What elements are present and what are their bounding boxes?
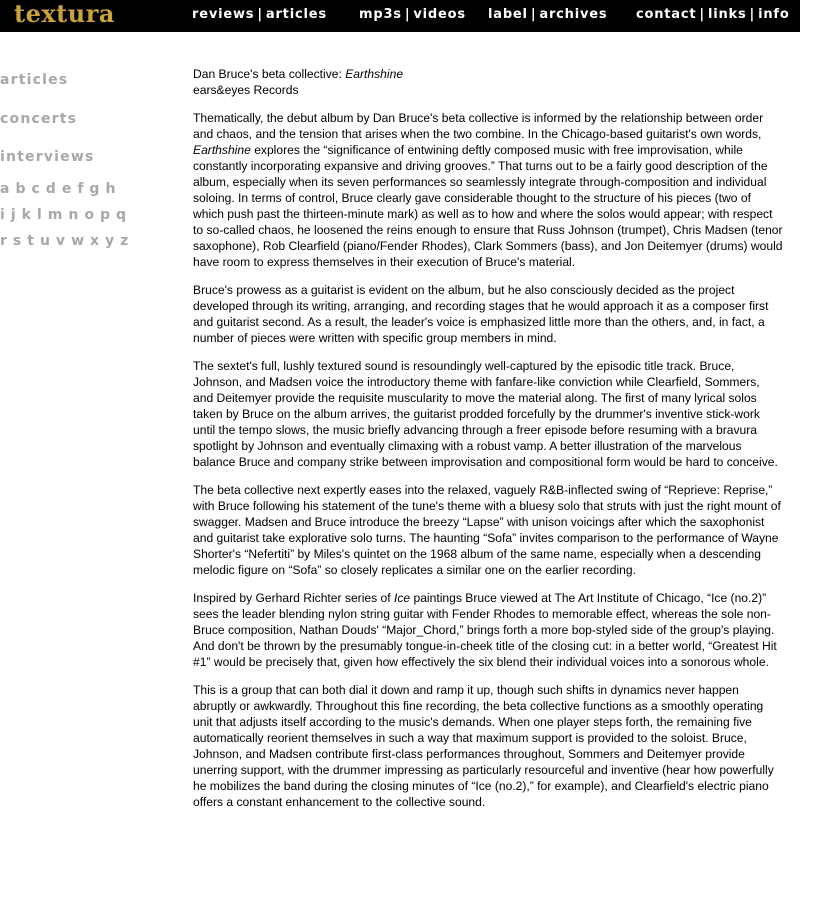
alpha-link[interactable]: k: [21, 207, 31, 223]
alpha-link[interactable]: q: [115, 207, 126, 223]
alpha-link[interactable]: g: [89, 181, 100, 197]
italic-title: Ice: [393, 591, 411, 605]
alpha-link[interactable]: c: [31, 181, 40, 197]
nav-link-label[interactable]: label: [488, 7, 528, 22]
record-label: ears&eyes Records: [193, 83, 299, 97]
review-paragraph: [193, 682, 783, 810]
review-paragraph: [193, 110, 783, 270]
sidebar-link-concerts[interactable]: concerts: [0, 111, 78, 127]
nav-separator: |: [530, 7, 537, 22]
nav-separator: |: [404, 7, 411, 22]
sidebar-link-articles[interactable]: articles: [0, 72, 69, 88]
artist-name: Dan Bruce's beta collective:: [193, 67, 342, 81]
review-content: [193, 66, 783, 822]
nav-link-contact[interactable]: contact: [636, 7, 697, 22]
alphabet-index-row: [0, 205, 132, 225]
alpha-link[interactable]: m: [47, 207, 63, 223]
nav-link-archives[interactable]: archives: [539, 7, 608, 22]
text-segment: This is a group that can both dial it down and ramp it up, though such shifts in dynamics never happen abruptly or awkwardly. Throughout this fine recording, the beta collective functions as a smoothly operating unit that adjusts itself according to the music's demands. When one player steps forth, the remaining five automatically reorient themselves in such a way that maximum support is provided to the soloist. Bruce, Johnson, and Madsen contribute first-class performances throughout, Sommers and Deitemyer provide unerring support, with the drummer impressing as particularly resourceful and inventive (hear how powerfully he mobilizes the band during the closing minutes of “Ice (no.2),” for example), and Clearfield's electric piano offers a constant enhancement to the collective sound.: [193, 683, 774, 809]
alpha-link[interactable]: f: [77, 181, 84, 197]
alpha-link[interactable]: d: [45, 181, 56, 197]
alpha-link[interactable]: o: [84, 207, 94, 223]
review-paragraph: [193, 358, 783, 470]
nav-link-articles[interactable]: articles: [265, 7, 327, 22]
top-nav-bar: [0, 0, 800, 32]
nav-link-info[interactable]: info: [758, 7, 790, 22]
review-paragraph: [193, 482, 783, 578]
text-segment: Inspired by Gerhard Richter series of: [193, 591, 394, 605]
alpha-link[interactable]: i: [0, 207, 5, 223]
alpha-link[interactable]: e: [61, 181, 72, 197]
alphabet-index-row: [0, 179, 121, 199]
alphabet-index-row: [0, 231, 134, 251]
alpha-link[interactable]: w: [71, 233, 84, 249]
nav-separator: |: [257, 7, 263, 22]
alpha-link[interactable]: n: [68, 207, 79, 223]
review-header: [193, 66, 783, 98]
nav-link-reviews[interactable]: reviews: [192, 7, 255, 22]
nav-separator: |: [749, 7, 756, 22]
nav-link-mp3s[interactable]: mp3s: [359, 7, 402, 22]
nav-separator: |: [699, 7, 705, 22]
alpha-link[interactable]: b: [15, 181, 26, 197]
album-title: Earthshine: [345, 67, 404, 81]
alpha-link[interactable]: r: [0, 233, 7, 249]
alpha-link[interactable]: h: [105, 181, 116, 197]
alpha-link[interactable]: l: [36, 207, 42, 223]
review-body: [193, 110, 783, 810]
text-segment: Bruce's prowess as a guitarist is evident on the album, but he also consciously decided as the project developed through its writing, arranging, and recording stages that he would approach it as a composer first and guitarist second. As a result, the leader's voice is emphasized little more than the others, and, in fact, a number of pieces were written with specific group members in mind.: [193, 283, 769, 345]
nav-group-contact-links-info: [636, 7, 790, 23]
text-segment: The beta collective next expertly eases into the relaxed, vaguely R&B-inflected swing of “Reprieve: Reprise,” with Bruce following his statement of the tune's theme with a bluesy solo that struts with just the right mount of swagger. Madsen and Bruce introduce the breezy “Lapse” with unison voicings after which the saxophonist and guitarist take explorative solo turns. The haunting “Sofa” invites comparison to the performance of Wayne Shorter's “Nefertiti” by Miles's quintet on the 1968 album of the same name, especially when a descending melodic figure on “Sofa” so closely replicates a similar one on the earlier recording.: [193, 483, 781, 577]
review-paragraph: [193, 282, 783, 346]
alpha-link[interactable]: z: [120, 233, 129, 249]
nav-link-links[interactable]: links: [707, 7, 747, 22]
review-title: [193, 66, 783, 82]
nav-group-mp3s-videos: [359, 7, 466, 23]
nav-group-reviews-articles: [192, 7, 327, 23]
alpha-link[interactable]: v: [55, 233, 66, 249]
alpha-link[interactable]: x: [90, 233, 100, 249]
alpha-link[interactable]: y: [105, 233, 115, 249]
text-segment: The sextet's full, lushly textured sound is resoundingly well-captured by the episodic title track. Bruce, Johnson, and Madsen voice the introductory theme with fanfare-like conviction while Clearfield, Sommers, and Deitemyer provide the requisite muscularity to move the material along. The first of many lyrical solos taken by Bruce on the album arrives, the guitarist prodded forcefully by the drummer's inventive stick-work until the tempo slows, the music briefly advancing through a freer episode before resuming with a bravura spotlight by Johnson and eventually climaxing with a robust vamp. A better illustration of the marvelous balance Bruce and company strike between improvisation and compositional form would be hard to conceive.: [193, 359, 778, 469]
text-segment: paintings Bruce viewed at The Art Institute of Chicago, “Ice (no.2)” sees the leader blending nylon string guitar with Fender Rhodes to memorable effect, whereas the sole non-Bruce composition, Nathan Douds' “Major_Chord,” brings forth a more bop-styled side of the group's playing. And don't be thrown by the presumably tongue-in-cheek title of the closing cut: in a better world, “Greatest Hit #1” would be precisely that, given how effectively the six blend their individual voices into a sonorous whole.: [193, 591, 777, 669]
alpha-link[interactable]: u: [39, 233, 50, 249]
site-logo[interactable]: textura: [14, 0, 115, 28]
alpha-link[interactable]: t: [27, 233, 34, 249]
review-paragraph: [193, 590, 783, 670]
text-segment: Thematically, the debut album by Dan Bruce's beta collective is informed by the relationship between order and chaos, and the tension that arises when the two combine. In the Chicago-based guitarist's own words,: [193, 111, 764, 141]
nav-group-label-archives: [488, 7, 607, 23]
text-segment: explores the “significance of entwining deftly composed music with free improvisation, while constantly incorporating expansive and driving grooves.” That turns out to be a fairly good description of the album, especially when its seven performances so seamlessly integrate through-composition and individual soloing. In terms of control, Bruce clearly gave considerable thought to the structure of his pieces (two of which push past the thirteen-minute mark) as well as to how and where the solos would appear; with respect to so-called chaos, he loosened the reins enough to ensure that Russ Johnson (trumpet), Chris Madsen (tenor saxophone), Rob Clearfield (piano/Fender Rhodes), Clark Sommers (bass), and Jon Deitemyer (drums) would have room to express themselves in their execution of Bruce's material.: [193, 143, 783, 269]
alpha-link[interactable]: a: [0, 181, 10, 197]
alpha-link[interactable]: p: [99, 207, 110, 223]
alpha-link[interactable]: j: [10, 207, 16, 223]
alpha-link[interactable]: s: [12, 233, 22, 249]
sidebar-link-interviews[interactable]: interviews: [0, 149, 95, 165]
nav-link-videos[interactable]: videos: [413, 7, 466, 22]
italic-title: Earthshine: [193, 143, 251, 157]
